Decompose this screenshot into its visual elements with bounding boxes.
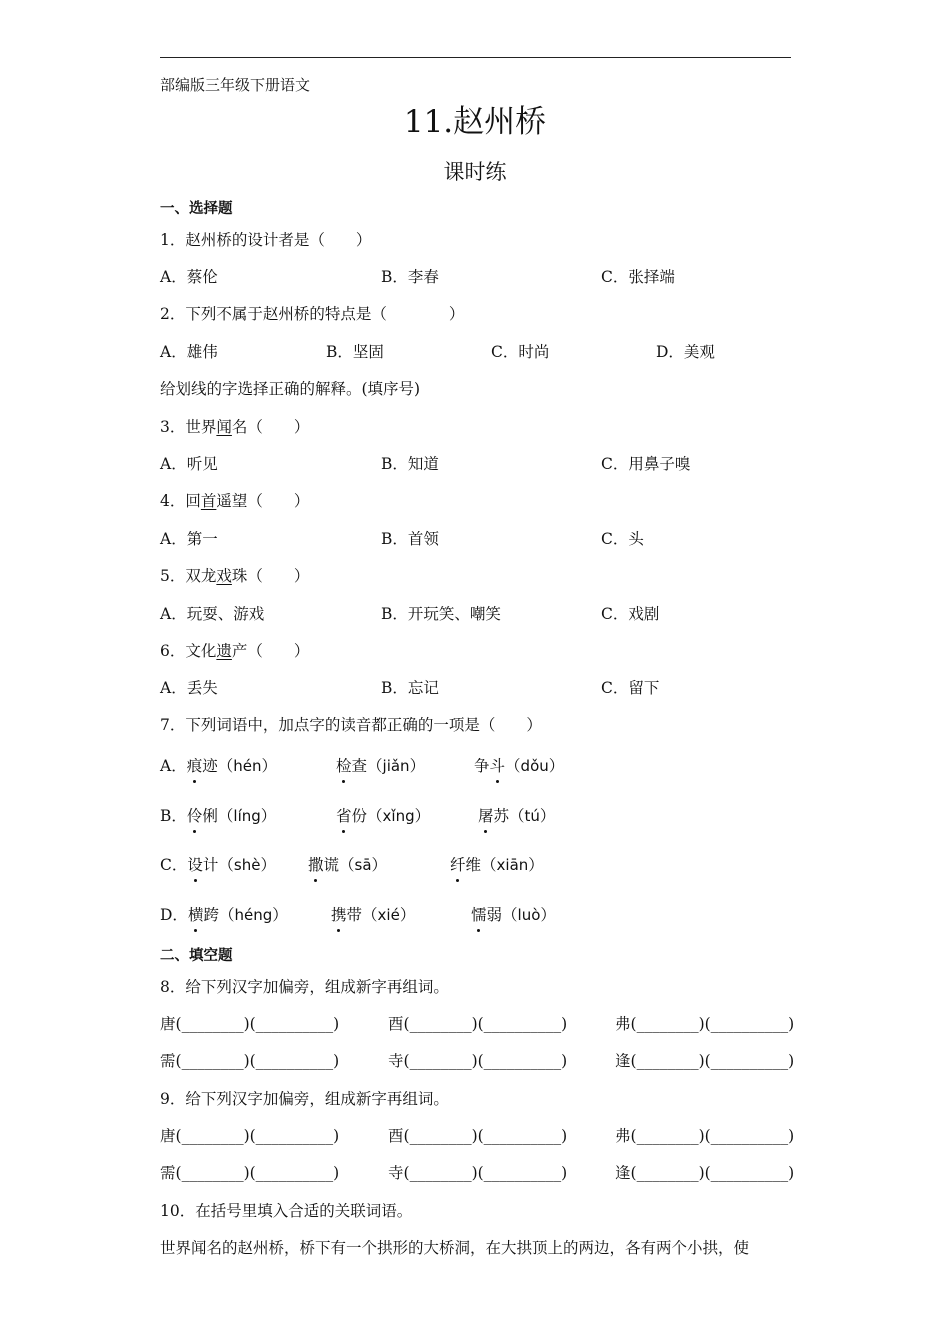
q9-fill-2[interactable]: 酉(________)(__________) (388, 1127, 568, 1145)
q9-fill-3[interactable]: 弗(________)(__________) (615, 1127, 795, 1145)
header-rule (160, 57, 791, 58)
q8-fill-6[interactable]: 逢(________)(__________) (615, 1052, 795, 1070)
q2-option-d: D．美观 (656, 343, 715, 361)
page-title: 11.赵州桥 (403, 104, 547, 140)
q8-fill-3[interactable]: 弗(________)(__________) (615, 1015, 795, 1033)
q2-option-c: C．时尚 (491, 343, 550, 361)
q3-option-c: C．用鼻子嗅 (601, 455, 691, 473)
q6-underlined-char: 遗 (216, 642, 232, 660)
q9-fill-6[interactable]: 逢(________)(__________) (615, 1164, 795, 1182)
q4-stem: 4．回首遥望（ ） (160, 492, 310, 510)
q8-fill-4[interactable]: 需(________)(__________) (160, 1052, 340, 1070)
q5-stem: 5．双龙戏珠（ ） (160, 567, 310, 585)
q9-fill-1[interactable]: 唐(________)(__________) (160, 1127, 340, 1145)
q10-stem: 10．在括号里填入合适的关联词语。 (160, 1202, 413, 1220)
q5-underlined-char: 戏 (216, 567, 232, 585)
q10-passage: 世界闻名的赵州桥，桥下有一个拱形的大桥洞，在大拱顶上的两边，各有两个小拱，使 (160, 1239, 750, 1257)
q5-option-b: B．开玩笑、嘲笑 (381, 605, 501, 623)
page-subtitle: 课时练 (443, 160, 507, 184)
q9-fill-4[interactable]: 需(________)(__________) (160, 1164, 340, 1182)
q3-underlined-char: 闻 (216, 418, 232, 436)
q4-underlined-char: 首 (200, 492, 217, 510)
q8-fill-5[interactable]: 寺(________)(__________) (388, 1052, 568, 1070)
q8-fill-1[interactable]: 唐(________)(__________) (160, 1015, 340, 1033)
q7-D-word-2: 携带（xié） (331, 906, 416, 924)
q2-option-b: B．坚固 (326, 343, 384, 361)
q9-stem: 9．给下列汉字加偏旁，组成新字再组词。 (160, 1090, 449, 1108)
q3-option-b: B．知道 (381, 455, 439, 473)
q7-A-word-3: 争斗（dǒu） (474, 757, 565, 775)
q6-option-b: B．忘记 (381, 679, 439, 697)
section-2-heading: 二、填空题 (160, 948, 233, 964)
q4-option-c: C．头 (601, 530, 644, 548)
q7-C-word-1: C．设计（shè） (160, 856, 276, 874)
q7-C-word-3: 纤维（xiān） (450, 856, 544, 874)
q7-D-word-1: D．横跨（héng） (160, 906, 288, 924)
q6-option-c: C．留下 (601, 679, 660, 697)
q2-stem: 2．下列不属于赵州桥的特点是（ ） (160, 305, 465, 323)
section-1-heading: 一、选择题 (160, 201, 233, 217)
q7-D-word-3: 懦弱（luò） (471, 906, 556, 924)
q1-option-b: B．李春 (381, 268, 439, 286)
q3-option-a: A．听见 (160, 455, 218, 473)
q4-option-b: B．首领 (381, 530, 439, 548)
q7-B-word-2: 省份（xǐng） (336, 807, 431, 825)
q7-B-word-1: B．伶俐（líng） (160, 807, 277, 825)
q8-fill-2[interactable]: 酉(________)(__________) (388, 1015, 568, 1033)
q1-stem: 1．赵州桥的设计者是（ ） (160, 231, 372, 249)
q3-stem: 3．世界闻名（ ） (160, 418, 310, 436)
q5-option-a: A．玩耍、游戏 (160, 605, 265, 623)
q2-option-a: A．雄伟 (160, 343, 218, 361)
q1-option-a: A．蔡伦 (160, 268, 218, 286)
q9-fill-5[interactable]: 寺(________)(__________) (388, 1164, 568, 1182)
q7-C-word-2: 撒谎（sā） (308, 856, 388, 874)
q6-stem: 6．文化遗产（ ） (160, 642, 310, 660)
q7-B-word-3: 屠苏（tú） (478, 807, 556, 825)
book-label: 部编版三年级下册语文 (160, 76, 311, 94)
q7-A-word-2: 检查（jiǎn） (336, 757, 426, 775)
q7-stem: 7．下列词语中，加点字的读音都正确的一项是（ ） (160, 716, 542, 734)
q1-option-c: C．张择端 (601, 268, 675, 286)
q4-option-a: A．第一 (160, 530, 218, 548)
q8-stem: 8．给下列汉字加偏旁，组成新字再组词。 (160, 978, 449, 996)
q7-A-word-1: A．痕迹（hén） (160, 757, 277, 775)
q6-option-a: A．丢失 (160, 679, 218, 697)
q5-option-c: C．戏剧 (601, 605, 660, 623)
instruction-text: 给划线的字选择正确的解释。(填序号) (160, 380, 421, 398)
